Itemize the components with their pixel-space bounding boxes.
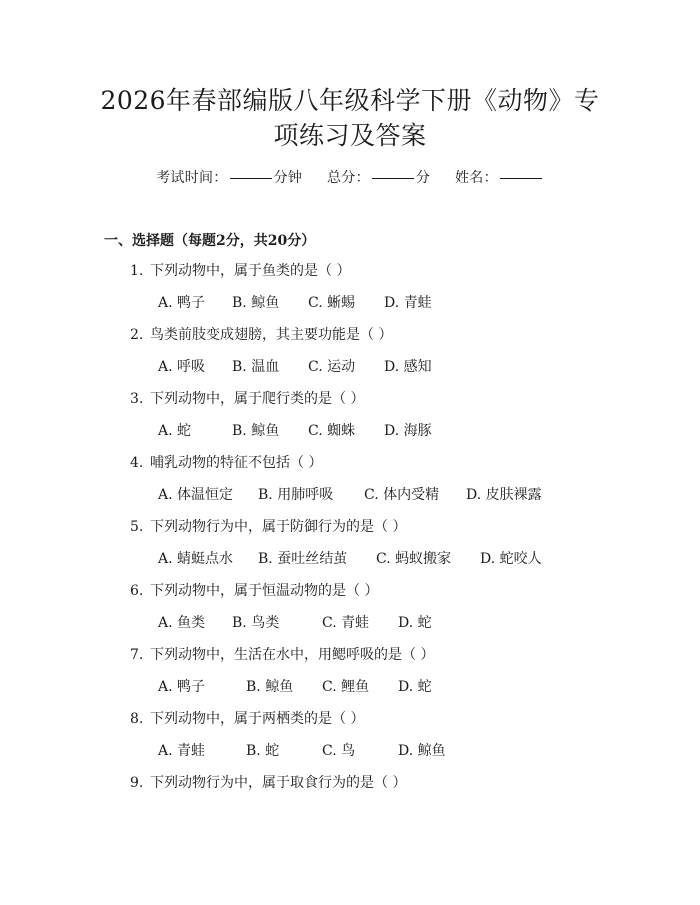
question-1 bbox=[130, 260, 350, 280]
answer-option-c: C. 蜘蛛 bbox=[308, 423, 356, 439]
question-number: 2. bbox=[130, 327, 144, 343]
answer-option-c: C. 鸟 bbox=[322, 743, 356, 759]
question-text: 下列动物中，属于两栖类的是（ ） bbox=[150, 711, 365, 727]
document-title-line-1: 2026年春部编版八年级科学下册《动物》专 bbox=[100, 86, 600, 115]
answer-option-b: B. 温血 bbox=[232, 359, 280, 375]
document-title-line-2: 项练习及答案 bbox=[273, 121, 427, 150]
answer-option-d: D. 蛇 bbox=[398, 615, 432, 631]
exam-info-line bbox=[0, 167, 700, 187]
answer-option-d: D. 蛇 bbox=[398, 679, 432, 695]
question-text: 哺乳动物的特征不包括（ ） bbox=[150, 455, 323, 471]
question-text: 下列动物中，属于爬行类的是（ ） bbox=[150, 391, 365, 407]
answer-option-a: A. 青蛙 bbox=[158, 743, 206, 759]
answer-option-b: B. 鲸鱼 bbox=[246, 679, 294, 695]
answer-option-b: B. 鲸鱼 bbox=[232, 423, 280, 439]
question-3 bbox=[130, 388, 364, 408]
answer-option-d: D. 青蛙 bbox=[384, 295, 432, 311]
answer-option-d: D. 皮肤裸露 bbox=[466, 487, 542, 503]
answer-option-b: B. 鸟类 bbox=[232, 615, 280, 631]
answer-option-a: A. 鱼类 bbox=[158, 615, 206, 631]
total-score-blank bbox=[372, 178, 414, 179]
answer-option-d: D. 鲸鱼 bbox=[398, 743, 446, 759]
question-text: 下列动物中，属于鱼类的是（ ） bbox=[150, 263, 351, 279]
answer-option-a: A. 呼吸 bbox=[158, 359, 206, 375]
answer-option-a: A. 体温恒定 bbox=[158, 487, 234, 503]
question-8 bbox=[130, 708, 364, 728]
question-2 bbox=[130, 324, 392, 344]
question-text: 下列动物行为中，属于防御行为的是（ ） bbox=[150, 519, 407, 535]
exam-time-blank bbox=[230, 178, 272, 179]
question-text: 鸟类前肢变成翅膀，其主要功能是（ ） bbox=[150, 327, 393, 343]
total-score-unit: 分 bbox=[415, 170, 431, 186]
student-name-label: 姓名： bbox=[454, 170, 498, 186]
question-number: 8. bbox=[130, 711, 144, 727]
student-name-field bbox=[455, 170, 544, 186]
question-text: 下列动物行为中，属于取食行为的是（ ） bbox=[150, 775, 407, 791]
question-number: 5. bbox=[130, 519, 144, 535]
question-number: 9. bbox=[130, 775, 144, 791]
exam-time-label: 考试时间： bbox=[156, 170, 228, 186]
answer-option-b: B. 蛇 bbox=[246, 743, 280, 759]
answer-option-d: D. 蛇咬人 bbox=[480, 551, 542, 567]
total-score-label: 总分： bbox=[326, 170, 370, 186]
question-number: 7. bbox=[130, 647, 144, 663]
exam-time-field bbox=[156, 170, 302, 186]
answer-option-a: A. 鸭子 bbox=[158, 295, 206, 311]
exam-time-unit: 分钟 bbox=[273, 170, 303, 186]
answer-option-c: C. 蚂蚁搬家 bbox=[376, 551, 452, 567]
question-text: 下列动物中，生活在水中，用鳃呼吸的是（ ） bbox=[150, 647, 435, 663]
answer-option-a: A. 鸭子 bbox=[158, 679, 206, 695]
answer-option-b: B. 蚕吐丝结茧 bbox=[258, 551, 348, 567]
answer-option-b: B. 鲸鱼 bbox=[232, 295, 280, 311]
question-number: 1. bbox=[130, 263, 144, 279]
question-5 bbox=[130, 516, 406, 536]
question-6 bbox=[130, 580, 378, 600]
answer-option-c: C. 运动 bbox=[308, 359, 356, 375]
answer-option-c: C. 蜥蜴 bbox=[308, 295, 356, 311]
section-title: 一、选择题（每题2分，共20分） bbox=[104, 233, 316, 249]
question-number: 3. bbox=[130, 391, 144, 407]
answer-option-a: A. 蜻蜓点水 bbox=[158, 551, 234, 567]
answer-option-b: B. 用肺呼吸 bbox=[258, 487, 334, 503]
answer-option-d: D. 感知 bbox=[384, 359, 432, 375]
answer-option-d: D. 海豚 bbox=[384, 423, 432, 439]
question-4 bbox=[130, 452, 322, 472]
total-score-field bbox=[327, 170, 430, 186]
question-number: 6. bbox=[130, 583, 144, 599]
answer-option-c: C. 鲤鱼 bbox=[322, 679, 370, 695]
answer-option-a: A. 蛇 bbox=[158, 423, 192, 439]
question-number: 4. bbox=[130, 455, 144, 471]
question-7 bbox=[130, 644, 434, 664]
question-text: 下列动物中，属于恒温动物的是（ ） bbox=[150, 583, 379, 599]
student-name-blank bbox=[500, 178, 542, 179]
answer-option-c: C. 青蛙 bbox=[322, 615, 370, 631]
answer-option-c: C. 体内受精 bbox=[364, 487, 440, 503]
question-9 bbox=[130, 772, 406, 792]
